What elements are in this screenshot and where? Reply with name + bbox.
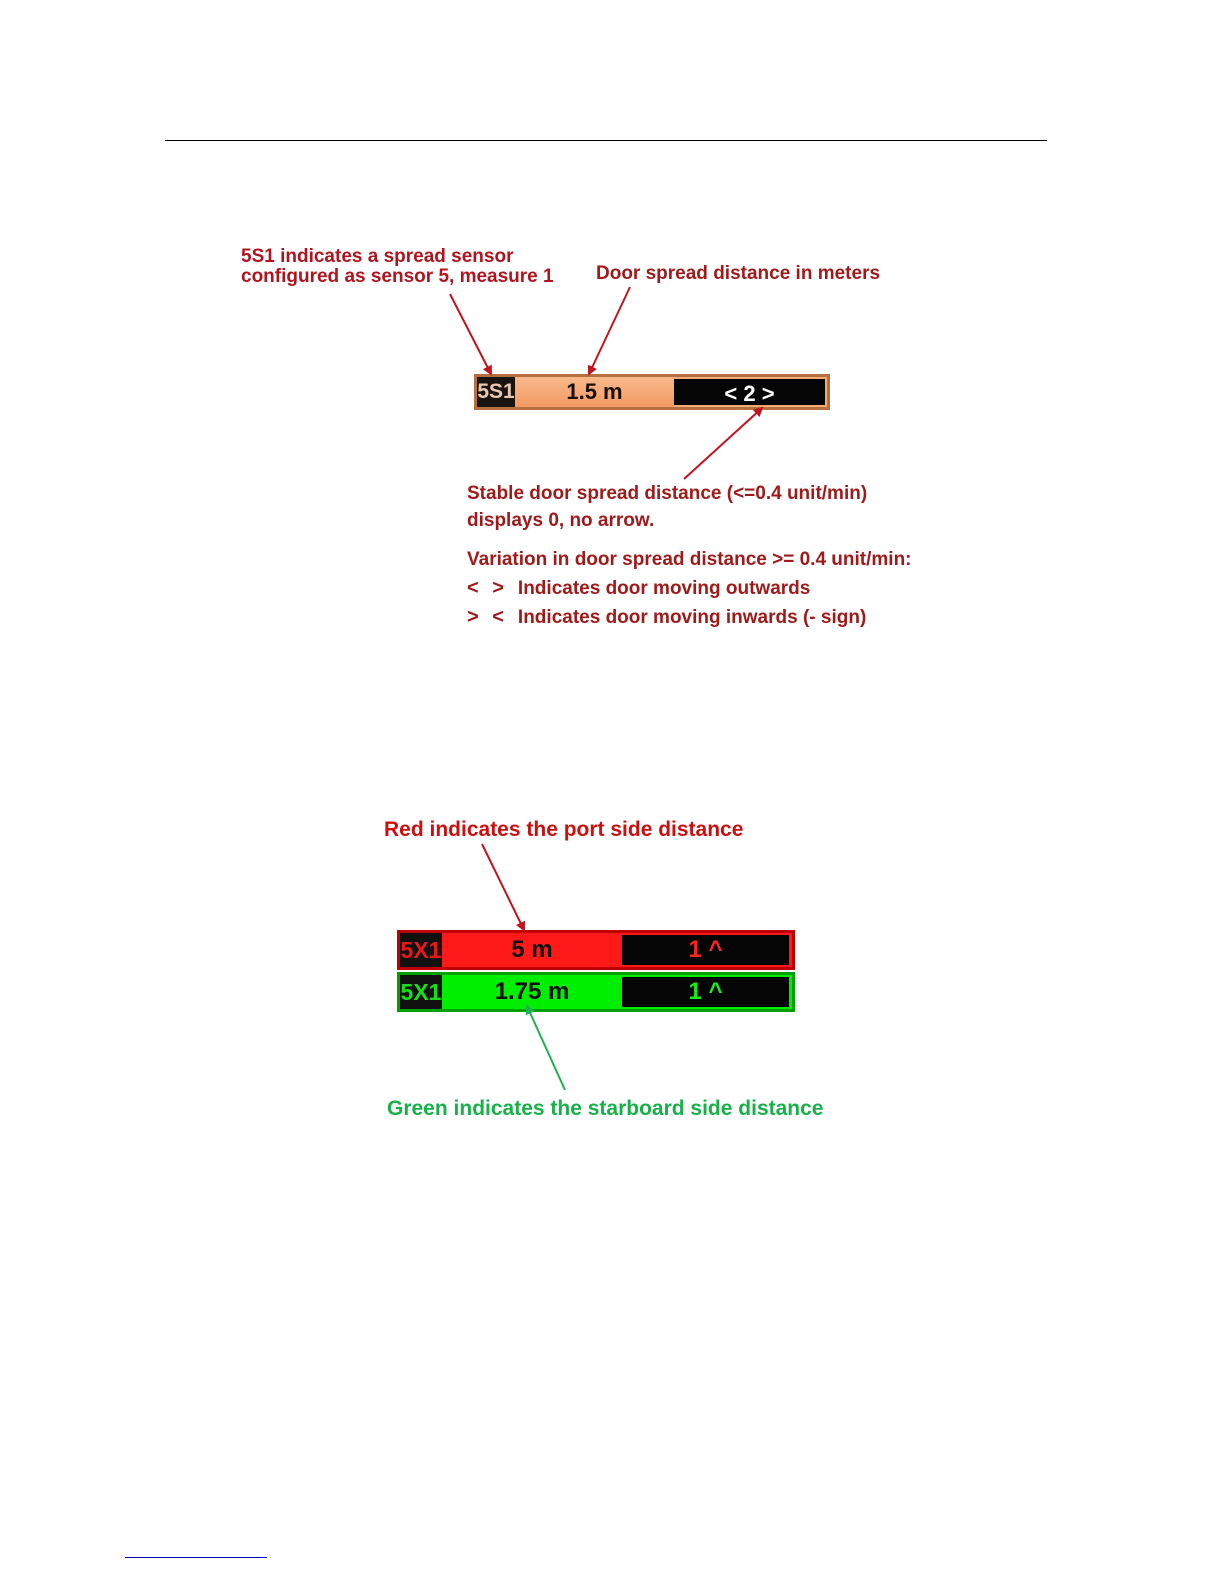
distance-arrow — [589, 287, 630, 374]
starboard-callout: Green indicates the starboard side distance — [387, 1097, 824, 1120]
starboard-arrow — [527, 1006, 565, 1090]
legend-inwards-text: Indicates door moving inwards (- sign) — [517, 607, 867, 628]
sensor-id-callout-line-1: 5S1 indicates a spread sensor — [241, 246, 514, 267]
footer-link-underline — [125, 1557, 267, 1558]
starboard-sensor-id: 5X1 — [400, 975, 442, 1009]
legend-outwards-text: Indicates door moving outwards — [517, 578, 811, 599]
sensor-id-arrow — [450, 294, 491, 374]
stable-callout-line-1: Stable door spread distance (<=0.4 unit/min) — [467, 483, 868, 504]
port-distance-value: 5 m — [511, 936, 553, 963]
port-sensor-id: 5X1 — [400, 933, 442, 967]
port-callout: Red indicates the port side distance — [384, 818, 744, 841]
starboard-trend-indicator: 1 ^ — [622, 977, 789, 1007]
spread-distance-value: 1.5 m — [515, 377, 674, 407]
stable-callout-line-2: displays 0, no arrow. — [467, 510, 655, 531]
starboard-distance-value: 1.75 m — [494, 978, 570, 1005]
inward-arrows-icon: > < — [467, 606, 508, 628]
port-arrow — [482, 844, 524, 930]
spread-trend-indicator: < 2 > — [674, 379, 825, 405]
sensor-id-label: 5S1 — [477, 377, 515, 407]
stable-arrow — [684, 408, 762, 479]
outward-arrows-icon: < > — [467, 577, 508, 599]
sensor-id-callout-line-2: configured as sensor 5, measure 1 — [241, 266, 554, 287]
variation-heading: Variation in door spread distance >= 0.4 unit/min: — [467, 549, 912, 570]
distance-callout: Door spread distance in meters — [596, 263, 881, 284]
port-trend-indicator: 1 ^ — [622, 935, 789, 965]
